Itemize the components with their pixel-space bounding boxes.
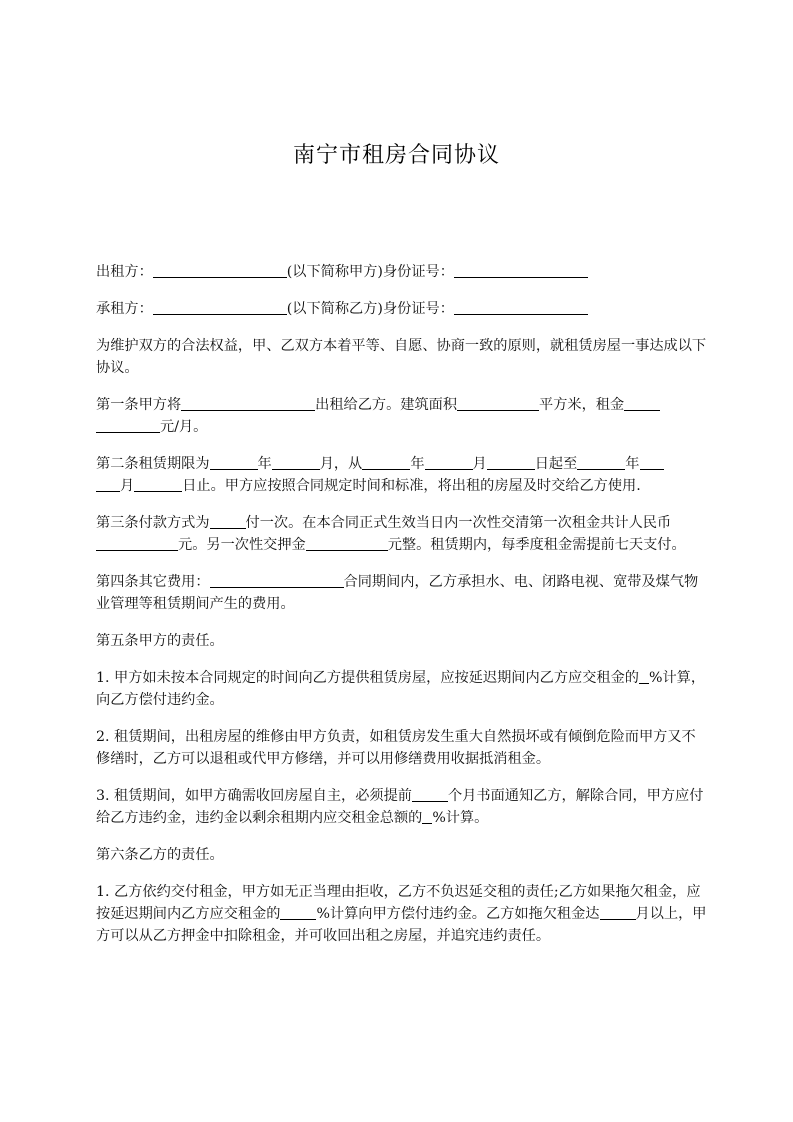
end-month-blank-cont[interactable] [96, 477, 120, 492]
article-3-text: 元。另一次性交押金 [178, 537, 306, 553]
clause-text: 3. 租赁期间，如甲方确需收回房屋自主，必须提前 [96, 788, 412, 804]
clause-text: 月以上，甲方可以从乙方押金中扣除租金，并可收回出租之房屋，并追究违约责任。 [96, 906, 707, 944]
intro-paragraph: 为维护双方的合法权益，甲、乙双方本着平等、自愿、协商一致的原则，就租赁房屋一事达成以下协议。 [96, 338, 707, 376]
article-2 [96, 453, 708, 497]
property-blank[interactable] [181, 396, 315, 411]
lessee-label: 承租方： [96, 301, 153, 317]
article-3-text: 第三条付款方式为 [96, 515, 210, 531]
contract-body [96, 261, 708, 947]
rent-blank-cont[interactable] [96, 418, 160, 433]
clause-text: %计算向甲方偿付违约金。乙方如拖欠租金达 [316, 906, 600, 922]
article-6-clause-1 [96, 881, 708, 947]
article-1-text: 第一条甲方将 [96, 397, 182, 413]
end-day-blank[interactable] [134, 477, 182, 492]
from-label: ，从 [333, 456, 363, 472]
term-months-blank[interactable] [272, 455, 320, 470]
lessor-name-blank[interactable] [153, 263, 287, 278]
year-label: 年 [625, 456, 640, 472]
clause-text: %计算。 [432, 810, 489, 826]
article-4 [96, 571, 708, 615]
start-month-blank[interactable] [425, 455, 473, 470]
first-rent-blank[interactable] [96, 536, 178, 551]
month-label: 月 [120, 478, 135, 494]
other-fees-blank[interactable] [210, 573, 344, 588]
article-2-text: 日止。甲方应按照合同规定时间和标准，将出租的房屋及时交给乙方使用. [182, 478, 641, 494]
overdue-months-blank[interactable] [600, 905, 636, 920]
article-5-clause-2: 2. 租赁期间，出租房屋的维修由甲方负责，如租赁房发生重大自然损坏或有倾倒危险而甲方又不修缮时，乙方可以退租或代甲方修缮，并可以用修缮费用收据抵消租金。 [96, 729, 696, 767]
document-title: 南宁市租房合同协议 [292, 143, 500, 168]
clause-text: 1. 甲方如未按本合同规定的时间向乙方提供租赁房屋，应按延迟期间内乙方应交租金的 [96, 670, 639, 686]
article-4-text: 合同期间内，乙方承担水、电、闭路电视、宽带及煤气物业管理等租赁期间产生的费用。 [96, 574, 699, 612]
deposit-blank[interactable] [306, 536, 388, 551]
end-month-blank[interactable] [640, 455, 664, 470]
article-3-text: 付一次。在本合同正式生效当日内一次性交清第一次租金共计人民币 [245, 515, 672, 531]
month-label: 月 [319, 456, 334, 472]
year-label: 年 [257, 456, 272, 472]
article-1-text: 出租给乙方。建筑面积 [315, 397, 458, 413]
article-4-text: 第四条其它费用： [96, 574, 210, 590]
penalty-rate-blank[interactable] [422, 809, 432, 824]
article-2-text: 第二条租赁期限为 [96, 456, 210, 472]
lessee-line [96, 298, 708, 320]
article-3-text: 元整。租赁期内，每季度租金需提前七天支付。 [387, 537, 686, 553]
term-years-blank[interactable] [210, 455, 258, 470]
article-5-clause-3 [96, 785, 708, 829]
lessee-name-blank[interactable] [153, 300, 287, 315]
start-day-label: 日起至 [534, 456, 578, 472]
notice-months-blank[interactable] [412, 787, 448, 802]
article-5-clause-1 [96, 667, 708, 711]
article-6-heading: 第六条乙方的责任。 [96, 847, 224, 863]
area-blank[interactable] [457, 396, 539, 411]
clause-text: 1. 乙方依约交付租金，甲方如无正当理由拒收，乙方不负迟延交租的责任;乙方如果拖欠租金，应按延迟期间内乙方应交租金的 [96, 884, 701, 922]
lessor-alias: (以下简称甲方)身份证号： [286, 264, 454, 280]
start-day-blank[interactable] [487, 455, 535, 470]
payment-cycle-blank[interactable] [210, 514, 246, 529]
month-label: 月 [472, 456, 487, 472]
start-year-blank[interactable] [362, 455, 410, 470]
penalty-rate-blank[interactable] [639, 669, 649, 684]
article-1-text: 元/月。 [160, 419, 208, 435]
clause-text: %计算，向乙方偿付违约金。 [96, 670, 706, 708]
lessee-alias: (以下简称乙方)身份证号： [286, 301, 454, 317]
lessor-label: 出租方： [96, 264, 153, 280]
article-5-heading: 第五条甲方的责任。 [96, 633, 224, 649]
lessor-id-blank[interactable] [454, 263, 588, 278]
article-1-text: 平方米，租金 [539, 397, 625, 413]
late-rate-blank[interactable] [280, 905, 316, 920]
end-year-blank[interactable] [577, 455, 625, 470]
clause-text: 个月书面通知乙方，解除合同，甲方应付给乙方违约金，违约金以剩余租期内应交租金总额的 [96, 788, 704, 826]
year-label: 年 [410, 456, 425, 472]
lessee-id-blank[interactable] [454, 300, 588, 315]
article-3 [96, 512, 708, 556]
lessor-line [96, 261, 708, 283]
rent-blank[interactable] [624, 396, 660, 411]
article-1 [96, 394, 708, 438]
